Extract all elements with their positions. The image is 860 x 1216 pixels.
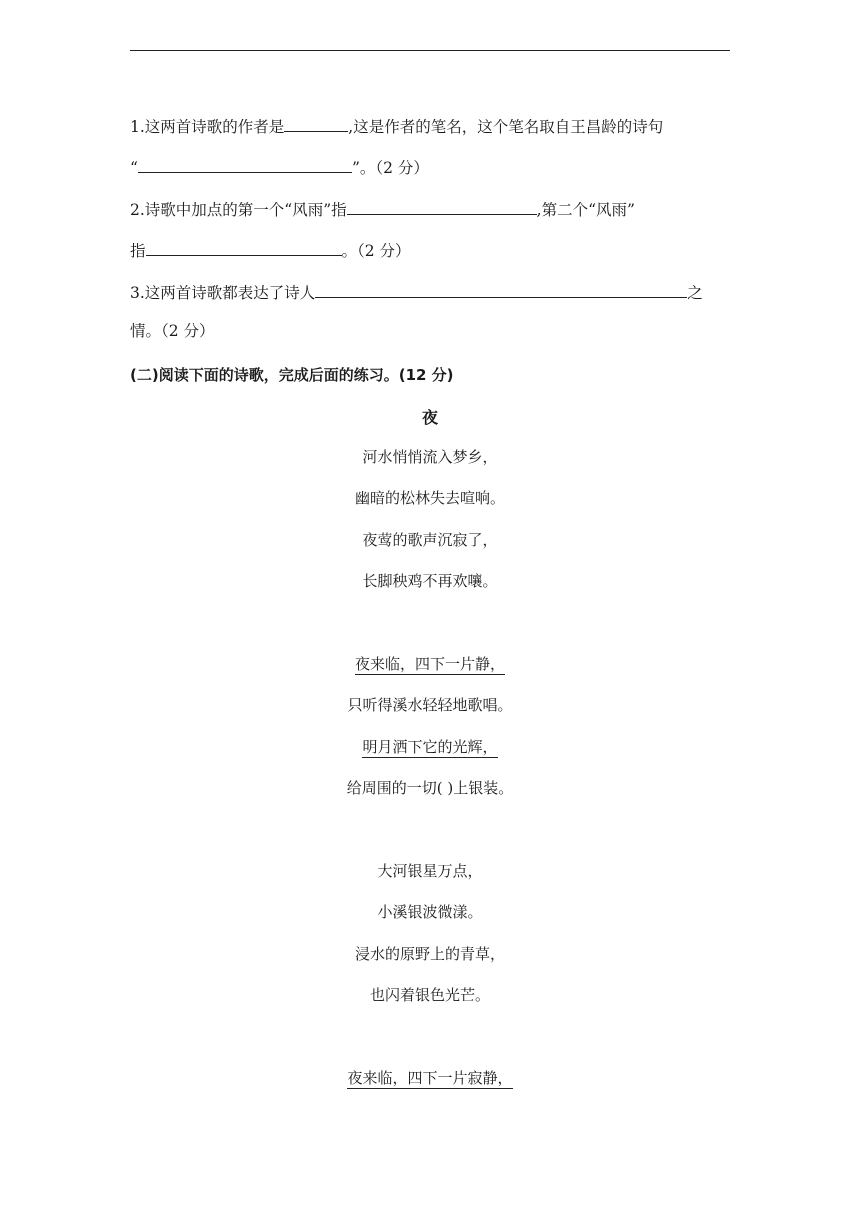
poem-line-underlined xyxy=(0,736,860,757)
answer-blank-2[interactable] xyxy=(138,157,352,173)
question-3-text-a: 3.这两首诗歌都表达了诗人 xyxy=(130,284,316,302)
underlined-text: 夜来临，四下一片寂静， xyxy=(347,1069,513,1087)
poem-line-underlined xyxy=(0,653,860,674)
question-2-text-a: 2.诗歌中加点的第一个“风雨”指 xyxy=(130,201,347,219)
question-1-text-b: ,这是作者的笔名，这个笔名取自王昌龄的诗句 xyxy=(348,118,664,136)
question-1-text-a: 1.这两首诗歌的作者是 xyxy=(130,118,285,136)
answer-blank-5[interactable] xyxy=(315,282,687,298)
poem-line: 小溪银波微漾。 xyxy=(377,903,483,921)
underlined-text: 夜来临，四下一片静， xyxy=(354,655,505,673)
poem-line-underlined xyxy=(0,1067,860,1088)
poem-line: 长脚秧鸡不再欢嚷。 xyxy=(362,572,498,590)
poem-line: 夜莺的歌声沉寂了， xyxy=(362,531,498,549)
header-rule xyxy=(130,50,730,51)
question-3-text-c: 情。（2 分） xyxy=(130,322,215,340)
question-3-line-2 xyxy=(130,321,215,341)
question-2-text-d: 。（2 分） xyxy=(341,242,411,260)
question-1-quote-open: “ xyxy=(130,159,138,177)
poem-line: 只听得溪水轻轻地歌唱。 xyxy=(347,696,513,714)
underlined-text: 明月洒下它的光辉， xyxy=(362,738,498,756)
answer-blank-1[interactable] xyxy=(284,116,348,132)
poem-line: 也闪着银色光芒。 xyxy=(369,986,490,1004)
question-1-quote-close: ”。（2 分） xyxy=(351,159,429,177)
poem-line: 大河银星万点， xyxy=(377,862,483,880)
poem-line: 浸水的原野上的青草， xyxy=(354,945,505,963)
question-2-line-2 xyxy=(130,240,411,261)
question-1-line-2 xyxy=(130,157,429,178)
section-heading: (二)阅读下面的诗歌，完成后面的练习。(12 分) xyxy=(130,366,454,384)
answer-blank-4[interactable] xyxy=(146,240,342,256)
poem-line-with-blank[interactable]: 给周围的一切( )上银装。 xyxy=(346,779,514,797)
question-2-line-1 xyxy=(130,199,635,220)
poem-line: 幽暗的松林失去喧响。 xyxy=(354,489,505,507)
question-3-line-1 xyxy=(130,282,703,303)
question-2-text-b: ,第二个“风雨” xyxy=(536,201,635,219)
question-3-text-b: 之 xyxy=(687,284,703,302)
poem-line: 河水悄悄流入梦乡， xyxy=(362,448,498,466)
poem-title: 夜 xyxy=(421,408,438,427)
question-1-line-1 xyxy=(130,116,663,137)
answer-blank-3[interactable] xyxy=(347,199,537,215)
question-2-text-c: 指 xyxy=(130,242,146,260)
